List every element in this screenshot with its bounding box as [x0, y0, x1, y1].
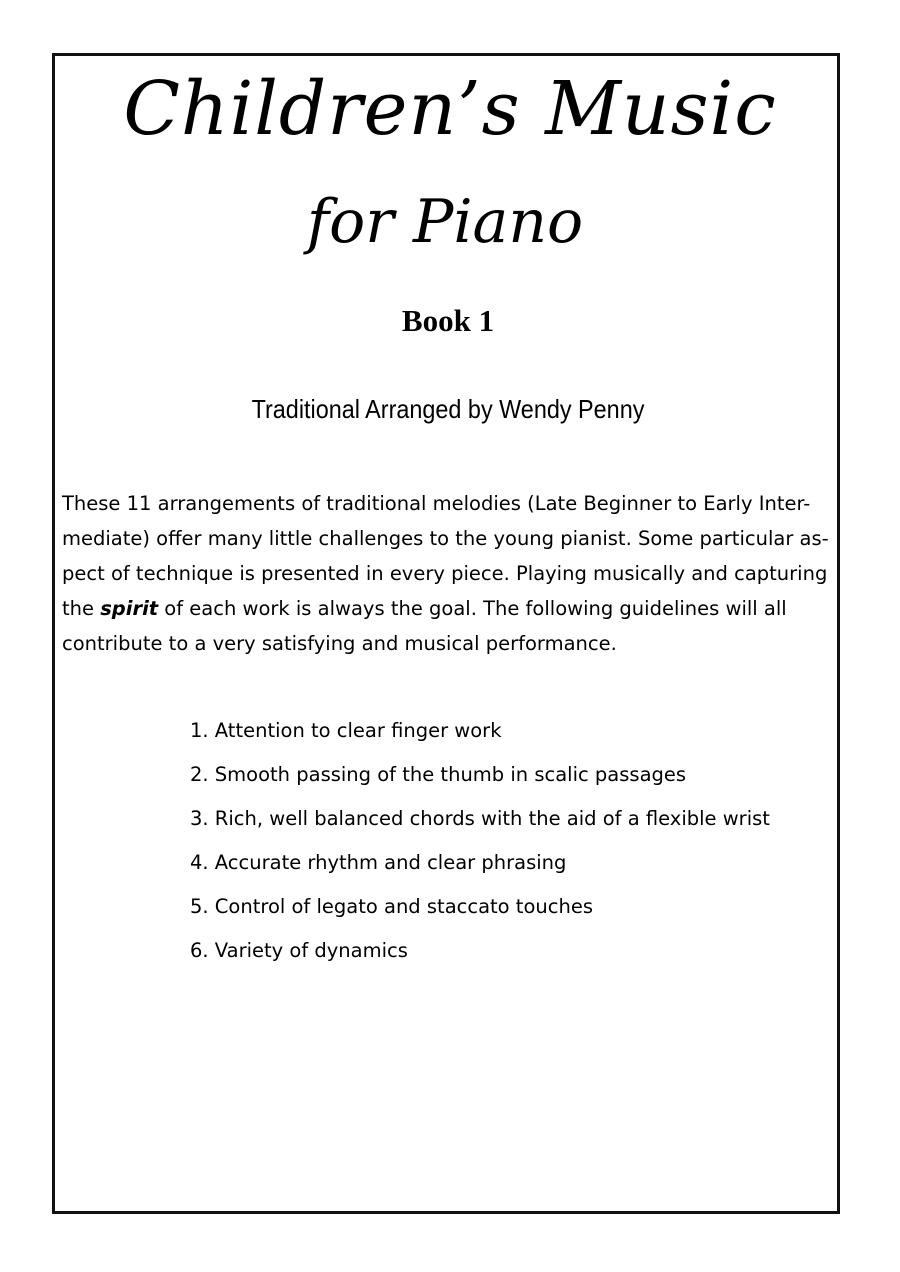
- guideline-item: 4. Accurate rhythm and clear phrasing: [190, 851, 567, 874]
- intro-paragraph: [62, 486, 832, 661]
- guideline-item: 5. Control of legato and staccato touches: [190, 895, 593, 918]
- emphasis-word: spirit: [100, 597, 159, 620]
- guidelines-list: [190, 712, 770, 976]
- intro-line: contribute to a very satisfying and musical performance.: [62, 632, 617, 655]
- intro-line: pect of technique is presented in every piece. Playing musically and capturing: [62, 562, 828, 585]
- intro-line: mediate) offer many little challenges to the young pianist. Some particular as-: [62, 527, 829, 550]
- book-number: Book 1: [401, 303, 495, 338]
- book-subtitle: for Piano: [306, 187, 584, 257]
- book-title: Children’s Music: [123, 66, 777, 152]
- guideline-item: 6. Variety of dynamics: [190, 939, 408, 962]
- intro-line: These 11 arrangements of traditional melodies (Late Beginner to Early Inter-: [62, 492, 811, 515]
- intro-text: the: [62, 597, 101, 620]
- arranger-credit: Traditional Arranged by Wendy Penny: [251, 394, 645, 424]
- guideline-item: 3. Rich, well balanced chords with the aid of a flexible wrist: [190, 807, 770, 830]
- intro-line: [62, 591, 832, 626]
- intro-text: of each work is always the goal. The following guidelines will all: [158, 597, 787, 620]
- guideline-item: 1. Attention to clear finger work: [190, 719, 502, 742]
- guideline-item: 2. Smooth passing of the thumb in scalic passages: [190, 763, 687, 786]
